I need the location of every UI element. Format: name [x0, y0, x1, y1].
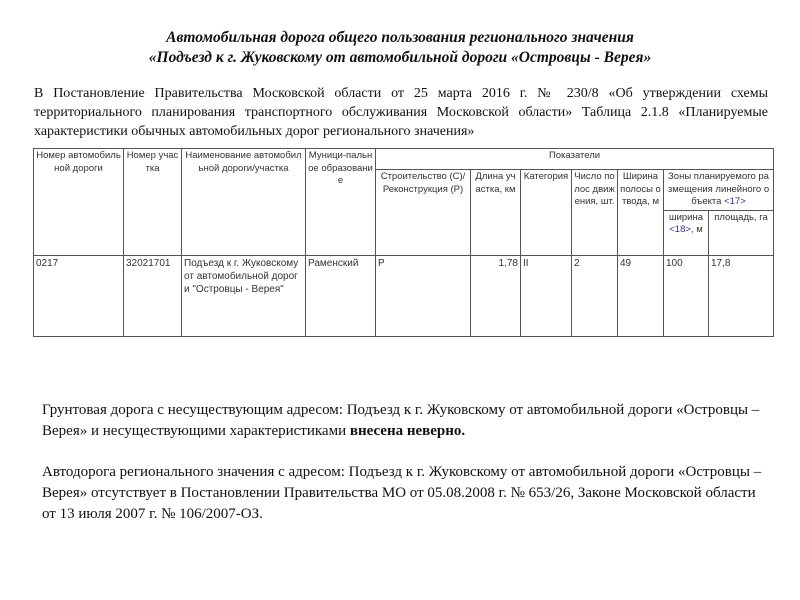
cell-width: 49	[618, 255, 664, 336]
table-row	[34, 255, 774, 336]
header-zone-width-unit: , м	[690, 224, 703, 235]
document-title	[0, 28, 800, 68]
header-category: Категория	[521, 170, 572, 256]
header-width: Ширина полосы отвода, м	[618, 170, 664, 256]
cell-zone-width: 100	[664, 255, 709, 336]
header-lanes: Число полос движения, шт.	[572, 170, 618, 256]
header-zone-area: площадь, га	[709, 210, 774, 255]
header-section-number: Номер участка	[124, 149, 182, 256]
title-line-1: Автомобильная дорога общего пользования регионального значения	[166, 29, 634, 46]
intro-paragraph: В Постановление Правительства Московской области от 25 марта 2016 г. № 230/8 «Об утверждении схемы территориального планирования транспортного обслуживания Московской области» Таблица 2.1.8 «Планируемые характеристики обычных автомобильных дорог регионального значения»	[34, 86, 768, 139]
footer-paragraph-1	[42, 400, 762, 442]
cell-construction: Р	[376, 255, 471, 336]
cell-road-number: 0217	[34, 255, 124, 336]
footer-p1-text: Грунтовая дорога с несуществующим адресом: Подъезд к г. Жуковскому от автомобильной дороги «Островцы – Верея» и несуществующими характеристиками	[42, 402, 760, 439]
header-zones-label: Зоны планируемого размещения линейного объекта	[667, 171, 770, 207]
footer-p1-bold: внесена неверно.	[349, 423, 466, 439]
header-zones	[664, 170, 774, 211]
title-line-2: «Подъезд к г. Жуковскому от автомобильной дороги «Островцы - Верея»	[148, 49, 652, 66]
header-road-number: Номер автомобильной дороги	[34, 149, 124, 256]
cell-municipality: Раменский	[306, 255, 376, 336]
header-zone-width-label: ширина	[668, 211, 704, 223]
header-construction: Строительство (С)/Реконструкция (Р)	[376, 170, 471, 256]
road-characteristics-table	[33, 148, 774, 337]
cell-section-number: 32021701	[124, 255, 182, 336]
header-zones-tag: <17>	[724, 196, 746, 207]
header-zone-width	[664, 210, 709, 255]
cell-lanes: 2	[572, 255, 618, 336]
header-name: Наименование автомобильной дороги/участка	[182, 149, 306, 256]
cell-zone-area: 17,8	[709, 255, 774, 336]
cell-name: Подъезд к г. Жуковскому от автомобильной дороги "Островцы - Верея"	[182, 255, 306, 336]
footer-paragraph-2: Автодорога регионального значения с адресом: Подъезд к г. Жуковскому от автомобильной дороги «Островцы – Верея» отсутствует в Постановлении Правительства МО от 05.08.2008 г. № 653/26, Законе Московской области от 13 июля 2007 г. № 106/2007-ОЗ.	[42, 464, 762, 522]
cell-length: 1,78	[471, 255, 521, 336]
header-zone-width-tag: <18>	[669, 224, 691, 235]
header-indicators: Показатели	[376, 149, 774, 170]
header-municipality: Муници-пальное образование	[306, 149, 376, 256]
header-length: Длина участка, км	[471, 170, 521, 256]
cell-category: II	[521, 255, 572, 336]
